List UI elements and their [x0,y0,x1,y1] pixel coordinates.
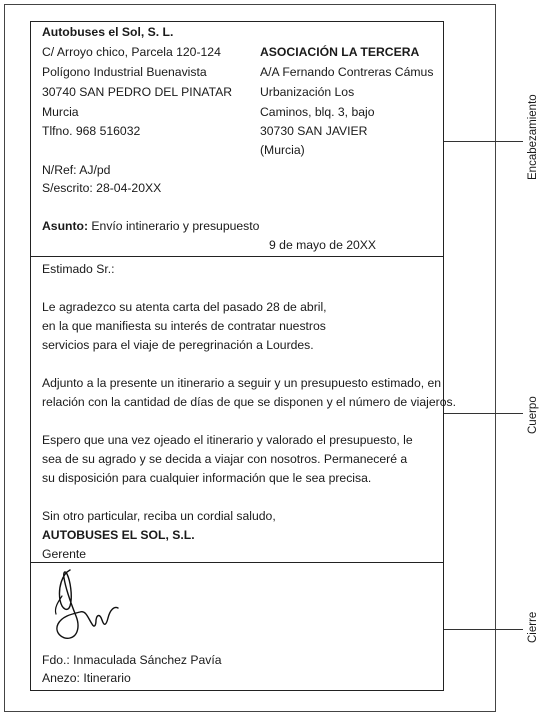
label-cierre: Cierre [527,611,539,643]
recipient-line-5: (Murcia) [260,143,305,157]
header-body-divider [30,256,444,257]
body-closing-divider [30,562,444,563]
body-paragraph-1-line-2: en la que manifiesta su interés de contratar nuestros [42,319,326,333]
recipient-name: ASOCIACIÓN LA TERCERA [260,45,420,59]
company-signature-name: AUTOBUSES EL SOL, S.L. [42,528,195,542]
signed-by: Fdo.: Inmaculada Sánchez Pavía [42,653,222,667]
sender-phone: Tlfno. 968 516032 [42,124,141,138]
closing-leader-line [444,629,523,630]
sender-city: Murcia [42,105,79,119]
body-paragraph-3-line-1: Espero que una vez ojeado el itinerario y valorado el presupuesto, le [42,433,413,447]
handwritten-signature [40,566,130,642]
attachment-note: Anezo: Itinerario [42,671,131,685]
subject-line [42,216,259,236]
label-encabezamiento: Encabezamiento [527,94,539,180]
farewell: Sin otro particular, reciba un cordial saludo, [42,509,276,523]
sender-name: Autobuses el Sol, S. L. [42,25,174,39]
sender-address-3: 30740 SAN PEDRO DEL PINATAR [42,85,233,99]
letter-date: 9 de mayo de 20XX [269,238,377,252]
greeting: Estimado Sr.: [42,262,115,276]
body-paragraph-3-line-2: sea de su agrado y se decida a viajar con nosotros. Permaneceré a [42,452,408,466]
subject-label: Asunto: [42,219,89,233]
your-letter-reference: S/escrito: 28-04-20XX [42,181,162,195]
body-paragraph-2-line-1: Adjunto a la presente un itinerario a seguir y un presupuesto estimado, en [42,376,442,390]
subject-text: Envío intinerario y presupuesto [88,219,260,233]
sender-address-1: C/ Arroyo chico, Parcela 120-124 [42,45,221,59]
sender-address-2: Polígono Industrial Buenavista [42,65,207,79]
recipient-line-3: Caminos, blq. 3, bajo [260,105,375,119]
recipient-line-2: Urbanización Los [260,85,355,99]
recipient-line-4: 30730 SAN JAVIER [260,124,368,138]
signer-role: Gerente [42,547,87,561]
body-paragraph-3-line-3: su disposición para cualquier información que le sea precisa. [42,471,372,485]
body-leader-line [444,413,523,414]
label-cuerpo: Cuerpo [527,396,539,434]
body-paragraph-1-line-3: servicios para el viaje de peregrinación a Lourdes. [42,338,314,352]
body-paragraph-2-line-2: relación con la cantidad de días de que se disponen y el número de viajeros. [42,395,456,409]
recipient-line-1: A/A Fernando Contreras Cámus [260,65,434,79]
our-reference: N/Ref: AJ/pd [42,163,111,177]
header-leader-line [444,141,523,142]
body-paragraph-1-line-1: Le agradezco su atenta carta del pasado 28 de abril, [42,300,327,314]
